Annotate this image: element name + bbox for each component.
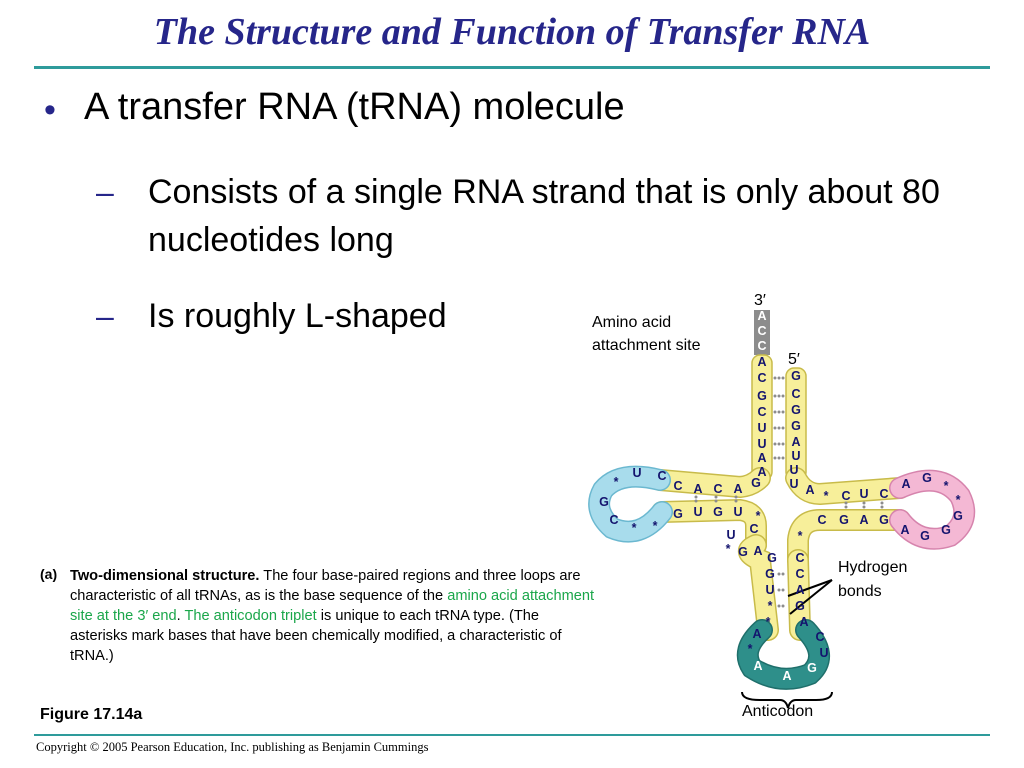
base: A [791,435,801,449]
base: C [609,513,619,527]
base: * [755,509,761,523]
base: A [753,544,763,558]
base: * [613,475,619,489]
base: C [673,479,683,493]
copyright-notice: Copyright © 2005 Pearson Education, Inc. publishing as Benjamin Cummings [36,740,429,754]
base: G [941,523,951,537]
base: G [765,567,775,581]
base: U [726,528,736,542]
base: U [789,463,799,477]
base: A [757,451,767,465]
base: * [725,542,731,556]
caption-text: . [176,608,185,624]
base: A [901,477,911,491]
base: G [839,513,849,527]
base: G [751,476,761,490]
caption-highlight-attachment: amino acid attachment site at the 3′ end [70,588,595,624]
base: G [795,599,805,613]
base: A [799,615,809,629]
base: C [657,469,667,483]
footer-divider [34,734,990,736]
base: G [767,551,777,565]
base: G [713,505,723,519]
base: * [823,489,829,503]
main-bullet: A transfer RNA (tRNA) molecule [84,86,625,128]
base: G [757,389,767,403]
base: G [599,495,609,509]
subpoint-shape: Is roughly L-shaped [148,297,447,335]
label-anticodon: Anticodon [742,703,814,720]
base: A [752,627,762,641]
anticodon-base: G [807,661,817,675]
base: A [859,513,869,527]
base: * [765,615,771,629]
base: G [920,529,930,543]
base: C [841,489,851,503]
base: A [900,523,910,537]
caption-text: The four base-paired regions and three loops are characteristic of all tRNAs, as is the base sequence of the [70,568,581,604]
base: G [953,509,963,523]
figure-label: Figure 17.14a [40,706,143,723]
base: U [733,505,743,519]
bullet-icon: • [44,91,56,129]
base: * [631,521,637,535]
base: * [652,519,658,533]
base: C [815,630,825,644]
base: C [879,487,889,501]
base: * [747,642,753,656]
base: C [757,339,767,353]
base: C [791,387,801,401]
subpoint-length: Consists of a single RNA strand that is only about 80 nucleotides long [148,173,940,259]
base: * [955,493,961,507]
base: G [791,403,801,417]
base: A [733,482,743,496]
caption-highlight-anticodon: The anticodon triplet [184,608,317,624]
base: C [757,405,767,419]
figure-caption [70,566,596,666]
base: U [859,487,869,501]
base: U [632,466,642,480]
base: A [805,483,815,497]
base: A [795,583,805,597]
label-hydrogen-bonds-line1: Hydrogen [838,559,908,576]
base: C [749,522,759,536]
dash-icon: – [96,174,114,210]
base: U [757,421,767,435]
label-5prime: 5′ [788,351,800,368]
base: C [795,551,805,565]
base: U [819,646,829,660]
base: U [693,505,703,519]
base: G [673,507,683,521]
base: * [767,599,773,613]
base: C [757,371,767,385]
base: A [757,309,767,323]
base: C [817,513,827,527]
caption-text: is unique to each tRNA type. (The asterisks mark bases that have been chemically modified, a characteristic of tRNA.) [70,608,562,664]
label-amino-acid-site-line1: Amino acid [592,314,672,331]
base: U [789,477,799,491]
base: * [943,479,949,493]
base: G [879,513,889,527]
label-3prime: 3′ [754,292,766,309]
label-hydrogen-bonds-line2: bonds [838,583,882,600]
base: U [757,437,767,451]
base: G [791,369,801,383]
base: G [791,419,801,433]
dash-icon: – [96,298,114,334]
base: A [757,355,767,369]
label-amino-acid-site-line2: attachment site [592,337,701,354]
slide-title: The Structure and Function of Transfer RNA [153,11,871,53]
anticodon-base: A [782,669,792,683]
base: C [795,567,805,581]
base: A [757,465,767,479]
strand-shapes [599,310,964,679]
base: U [791,449,801,463]
base: C [757,324,767,338]
base: * [797,529,803,543]
base: U [765,583,775,597]
base: A [693,482,703,496]
base: G [738,545,748,559]
caption-panel-letter: (a) [40,566,58,582]
anticodon-base: A [753,659,763,673]
caption-heading: Two-dimensional structure. [70,568,260,584]
base: C [713,482,723,496]
base: G [922,471,932,485]
